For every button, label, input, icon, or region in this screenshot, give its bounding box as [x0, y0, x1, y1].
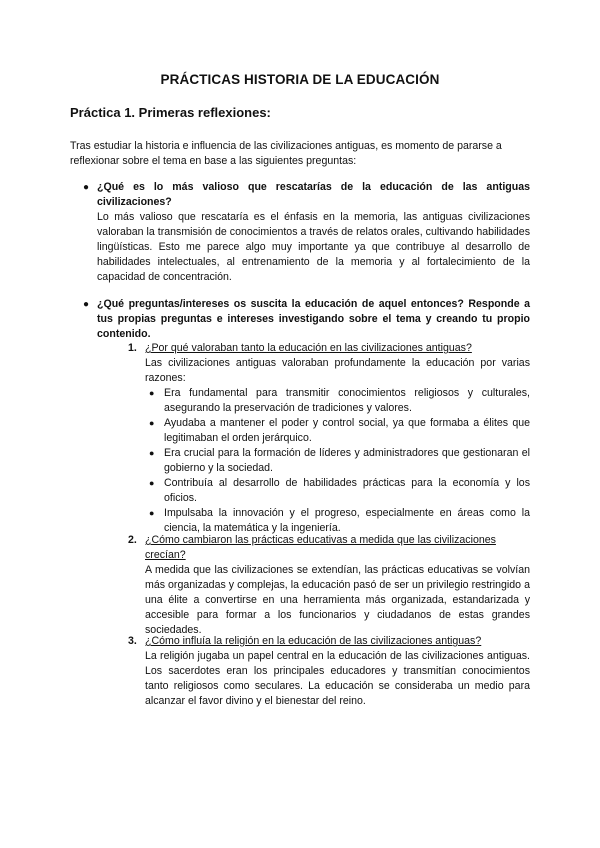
sub-answer: La religión jugaba un papel central en la educación de las civilizaciones antiguas. Los sacerdotes eran los principales educadores y transmitían conocimientos tanto religiosos como seculares. La educación se consideraba un medio para alcanzar el favor divino y el bienestar del reino. [145, 650, 530, 707]
reasons-list [145, 386, 530, 536]
list-item-text: Era fundamental para transmitir conocimientos religiosos y culturales, asegurando la preservación de tradiciones y valores. [164, 387, 530, 414]
bullet-icon: ● [83, 299, 90, 310]
bullet-icon: ● [149, 508, 155, 518]
question-text: ¿Qué es lo más valioso que rescatarías de la educación de las antiguas civilizaciones? [97, 181, 530, 208]
question-block-2 [83, 297, 530, 342]
bullet-icon: ● [149, 478, 155, 488]
list-item-text: Impulsaba la innovación y el progreso, especialmente en áreas como la ciencia, la matemática y la ingeniería. [164, 507, 530, 534]
bullet-icon: ● [83, 182, 90, 193]
answer-text: Lo más valioso que rescataría es el énfasis en la memoria, las antiguas civilizaciones valoraban la transmisión de conocimientos a través de relatos orales, cultivando habilidades lingüísticas. Esto me parece algo muy importante ya que contribuye al desarrollo de habilidades intelectuales, al entrenamiento de la memoria y al fortalecimiento de la capacidad de concentración. [97, 211, 530, 283]
sub-title: ¿Cómo cambiaron las prácticas educativas a medida que las civilizaciones crecían? [145, 534, 496, 561]
question-text: ¿Qué preguntas/intereses os suscita la educación de aquel entonces? Responde a tus propias preguntas e intereses investigando sobre el tema y creando tu propio contenido. [97, 298, 530, 340]
bullet-icon: ● [149, 388, 155, 398]
bullet-icon: ● [149, 448, 155, 458]
list-item [145, 416, 530, 446]
sub-title: ¿Cómo influía la religión en la educación de las civilizaciones antiguas? [145, 635, 482, 647]
sub-question-1 [128, 341, 530, 536]
list-item-text: Contribuía al desarrollo de habilidades prácticas para la economía y los oficios. [164, 477, 530, 504]
sub-answer: A medida que las civilizaciones se extendían, las prácticas educativas se volvían más organizadas y complejas, la educación pasó de ser un privilegio restringido a una élite a convertirse en una herramienta más organizada, estandarizada y accesible para formar a los funcionarios y ciudadanos de estas grandes sociedades. [145, 564, 530, 636]
list-item [145, 446, 530, 476]
list-item [145, 386, 530, 416]
sub-number: 2. [128, 534, 137, 546]
sub-question-3 [128, 634, 530, 709]
section-heading: Práctica 1. Primeras reflexiones: [70, 105, 271, 120]
sub-number: 1. [128, 342, 137, 354]
question-block-1 [83, 180, 530, 285]
sub-number: 3. [128, 635, 137, 647]
sub-title: ¿Por qué valoraban tanto la educación en las civilizaciones antiguas? [145, 342, 472, 354]
bullet-icon: ● [149, 418, 155, 428]
list-item-text: Era crucial para la formación de líderes y administradores que gestionaran el gobierno y la sociedad. [164, 447, 530, 474]
sub-answer: Las civilizaciones antiguas valoraban profundamente la educación por varias razones: [145, 357, 530, 384]
sub-question-2 [128, 533, 530, 638]
list-item [145, 506, 530, 536]
list-item [145, 476, 530, 506]
list-item-text: Ayudaba a mantener el poder y control social, ya que formaba a élites que legitimaban el orden jerárquico. [164, 417, 530, 444]
page-title: PRÁCTICAS HISTORIA DE LA EDUCACIÓN [160, 72, 440, 87]
intro-paragraph: Tras estudiar la historia e influencia de las civilizaciones antiguas, es momento de pararse a reflexionar sobre el tema en base a las siguientes preguntas: [70, 140, 502, 167]
